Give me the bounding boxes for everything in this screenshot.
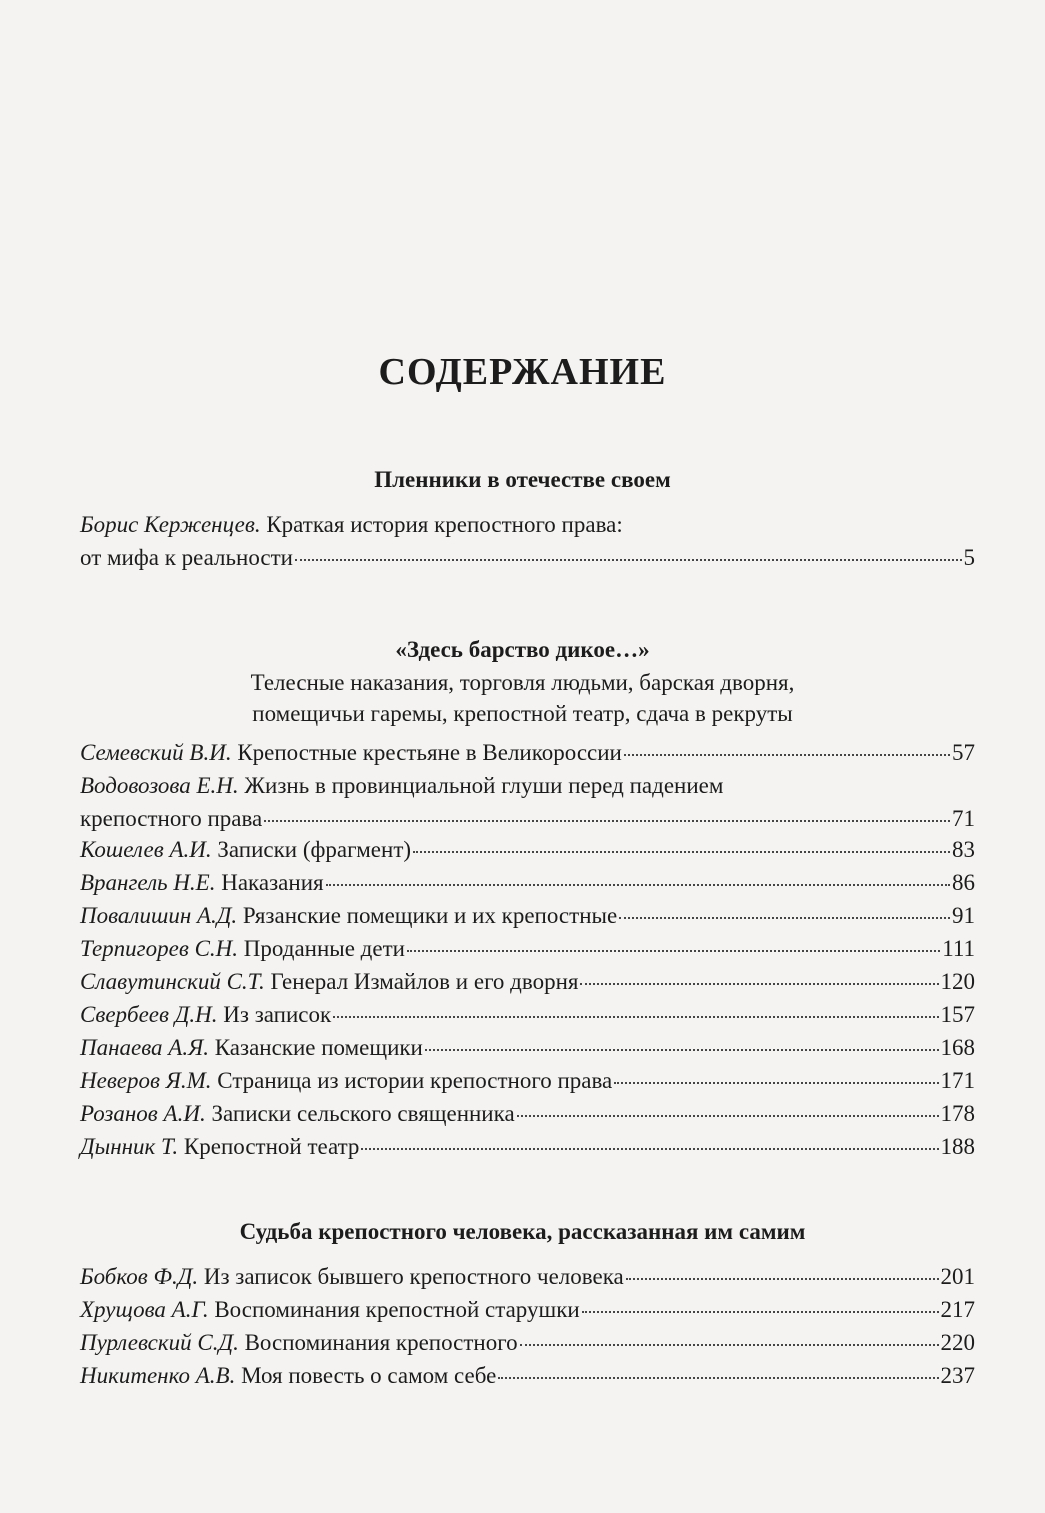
entry-author: Бобков Ф.Д. [80,1264,199,1289]
entry-author: Терпигорев С.Н. [80,936,239,961]
entry-title: от мифа к реальности [80,545,293,570]
entry-title: Из записок [223,1002,332,1027]
entry-author: Розанов А.И. [80,1101,206,1126]
entry-page: 168 [940,1035,975,1060]
leader-dots [295,559,962,561]
entry-author: Кошелев А.И. [80,837,212,862]
toc-entry [80,736,975,769]
entry-title-line1: Жизнь в провинциальной глуши перед падением [244,773,724,798]
leader-dots [326,884,950,886]
toc-entry [80,833,975,866]
entry-page: 5 [963,545,975,570]
leader-dots [626,1278,939,1280]
entry-author: Повалишин А.Д. [80,903,238,928]
section-heading-2: «Здесь барство дикое…» [395,637,650,662]
leader-dots [582,1311,939,1313]
entry-title: Казанские помещики [214,1035,423,1060]
entry-page: 86 [952,870,975,895]
entry-page: 91 [952,903,975,928]
leader-dots [361,1148,938,1150]
toc-entry [80,1130,975,1163]
page-title: СОДЕРЖАНИЕ [378,351,667,393]
entry-title-line1: Краткая история крепостного права: [266,512,623,537]
toc-entry [80,866,975,899]
toc-entry [80,1260,975,1293]
entry-title: Проданные дети [243,936,405,961]
entry-author: Врангель Н.Е. [80,870,216,895]
entry-author: Свербеев Д.Н. [80,1002,218,1027]
entry-title: Крепостной театр [183,1134,360,1159]
entry-title: Генерал Измайлов и его дворня [270,969,579,994]
section-heading-3: Судьба крепостного человека, рассказанная им самим [239,1219,806,1244]
leader-dots [264,820,950,822]
entry-author: Пурлевский С.Д. [80,1330,239,1355]
leader-dots [624,754,950,756]
entry-title: Наказания [221,870,324,895]
entry-page: 57 [952,740,975,765]
entry-author: Борис Керженцев. [80,512,261,537]
entry-page: 188 [940,1134,975,1159]
entry-page: 120 [940,969,975,994]
leader-dots [619,917,950,919]
entry-page: 111 [942,936,975,961]
entry-author: Дынник Т. [80,1134,179,1159]
entry-page: 220 [940,1330,975,1355]
section-subtitle-line: помещичьи гаремы, крепостной театр, сдача в рекруты [252,701,793,726]
leader-dots [333,1016,938,1018]
entry-page: 201 [940,1264,975,1289]
toc-entry [80,998,975,1031]
leader-dots [498,1377,938,1379]
toc-entry [80,1359,975,1392]
entry-page: 157 [940,1002,975,1027]
leader-dots [517,1115,939,1117]
entry-author: Неверов Я.М. [80,1068,212,1093]
leader-dots [407,950,940,952]
entry-author: Славутинский С.Т. [80,969,265,994]
entry-page: 171 [940,1068,975,1093]
entry-title: Страница из истории крепостного права [217,1068,613,1093]
toc-entry [80,508,975,574]
toc-entry [80,899,975,932]
toc-entry [80,1064,975,1097]
toc-entry [80,1326,975,1359]
entry-page: 83 [952,837,975,862]
leader-dots [425,1049,939,1051]
section-subtitle-line: Телесные наказания, торговля людьми, барская дворня, [250,670,795,695]
toc-entry [80,1293,975,1326]
leader-dots [580,983,938,985]
toc-entry [80,965,975,998]
entry-title: Из записок бывшего крепостного человека [203,1264,624,1289]
leader-dots [413,851,950,853]
entry-title: Рязанские помещики и их крепостные [242,903,618,928]
entry-author: Водовозова Е.Н. [80,773,239,798]
toc-entry [80,932,975,965]
entry-title: Крепостные крестьяне в Великороссии [237,740,622,765]
entry-author: Панаева А.Я. [80,1035,209,1060]
toc-entry [80,1031,975,1064]
toc-entry [80,1097,975,1130]
entry-author: Хрущова А.Г. [80,1297,209,1322]
toc-entry [80,769,975,835]
entry-page: 71 [952,806,975,831]
leader-dots [520,1344,939,1346]
entry-title: Записки сельского священника [211,1101,515,1126]
leader-dots [614,1082,938,1084]
entry-page: 217 [940,1297,975,1322]
entry-title: крепостного права [80,806,263,831]
entry-author: Семевский В.И. [80,740,232,765]
section-heading-1: Пленники в отечестве своем [374,467,671,492]
entry-author: Никитенко А.В. [80,1363,236,1388]
entry-title: Записки (фрагмент) [217,837,412,862]
entry-title: Воспоминания крепостного [244,1330,518,1355]
entry-title: Моя повесть о самом себе [241,1363,497,1388]
entry-title: Воспоминания крепостной старушки [214,1297,580,1322]
entry-page: 237 [940,1363,975,1388]
entry-page: 178 [940,1101,975,1126]
